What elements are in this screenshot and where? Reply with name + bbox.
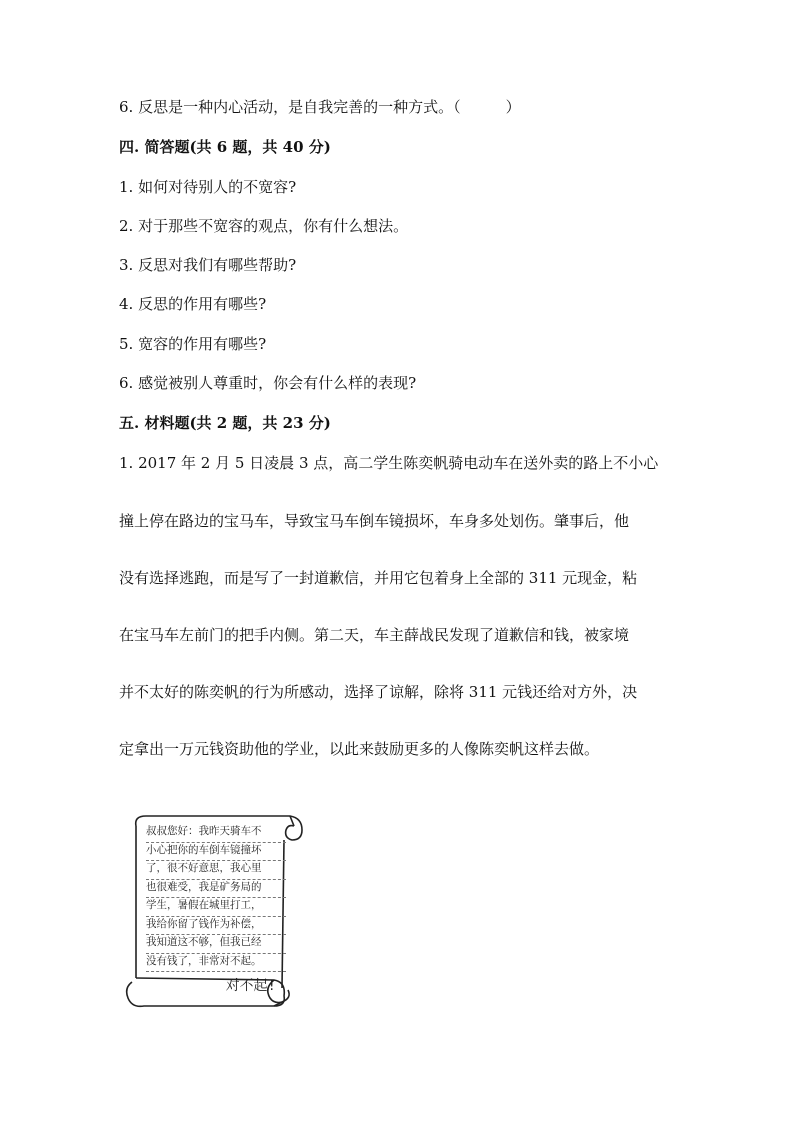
section-5-heading: 五. 材料题(共 2 题，共 23 分) [119,414,331,432]
letter-signature: 对不起! [225,978,276,994]
short-answer-question-4: 4. 反思的作用有哪些? [119,295,267,313]
letter-line: 我知道这不够，但我已经 [146,935,286,954]
short-answer-question-1: 1. 如何对待别人的不宽容? [119,178,297,196]
short-answer-question-6: 6. 感觉被别人尊重时，你会有什么样的表现? [119,374,417,392]
material-passage-line: 在宝马车左前门的把手内侧。第二天，车主薛战民发现了道歉信和钱，被家境 [119,626,630,644]
short-answer-question-5: 5. 宽容的作用有哪些? [119,335,267,353]
letter-line: 小心把你的车倒车镜撞坏 [146,843,286,862]
letter-line: 也很难受，我是矿务局的 [146,880,286,899]
question-6-true-false: 6. 反思是一种内心活动，是自我完善的一种方式。（ ） [119,98,521,116]
apology-letter [146,824,286,995]
letter-line: 叔叔您好：我昨天骑车不 [146,824,286,843]
material-passage-line: 撞上停在路边的宝马车，导致宝马车倒车镜损坏，车身多处划伤。肇事后，他 [119,512,630,530]
letter-line: 学生，暑假在城里打工， [146,898,286,917]
letter-line: 我给你留了钱作为补偿， [146,917,286,936]
letter-line: 了，很不好意思，我心里 [146,861,286,880]
short-answer-question-2: 2. 对于那些不宽容的观点，你有什么想法。 [119,217,409,235]
section-4-heading: 四. 简答题(共 6 题，共 40 分) [119,138,331,156]
short-answer-question-3: 3. 反思对我们有哪些帮助? [119,256,297,274]
material-passage-line: 1. 2017 年 2 月 5 日凌晨 3 点，高二学生陈奕帆骑电动车在送外卖的路上不小心 [119,454,659,472]
material-passage-line: 并不太好的陈奕帆的行为所感动，选择了谅解，除将 311 元钱还给对方外，决 [119,683,638,701]
letter-line: 没有钱了，非常对不起。 [146,954,286,973]
material-passage-line: 定拿出一万元钱资助他的学业，以此来鼓励更多的人像陈奕帆这样去做。 [119,740,600,758]
material-passage-line: 没有选择逃跑，而是写了一封道歉信，并用它包着身上全部的 311 元现金，粘 [119,569,638,587]
